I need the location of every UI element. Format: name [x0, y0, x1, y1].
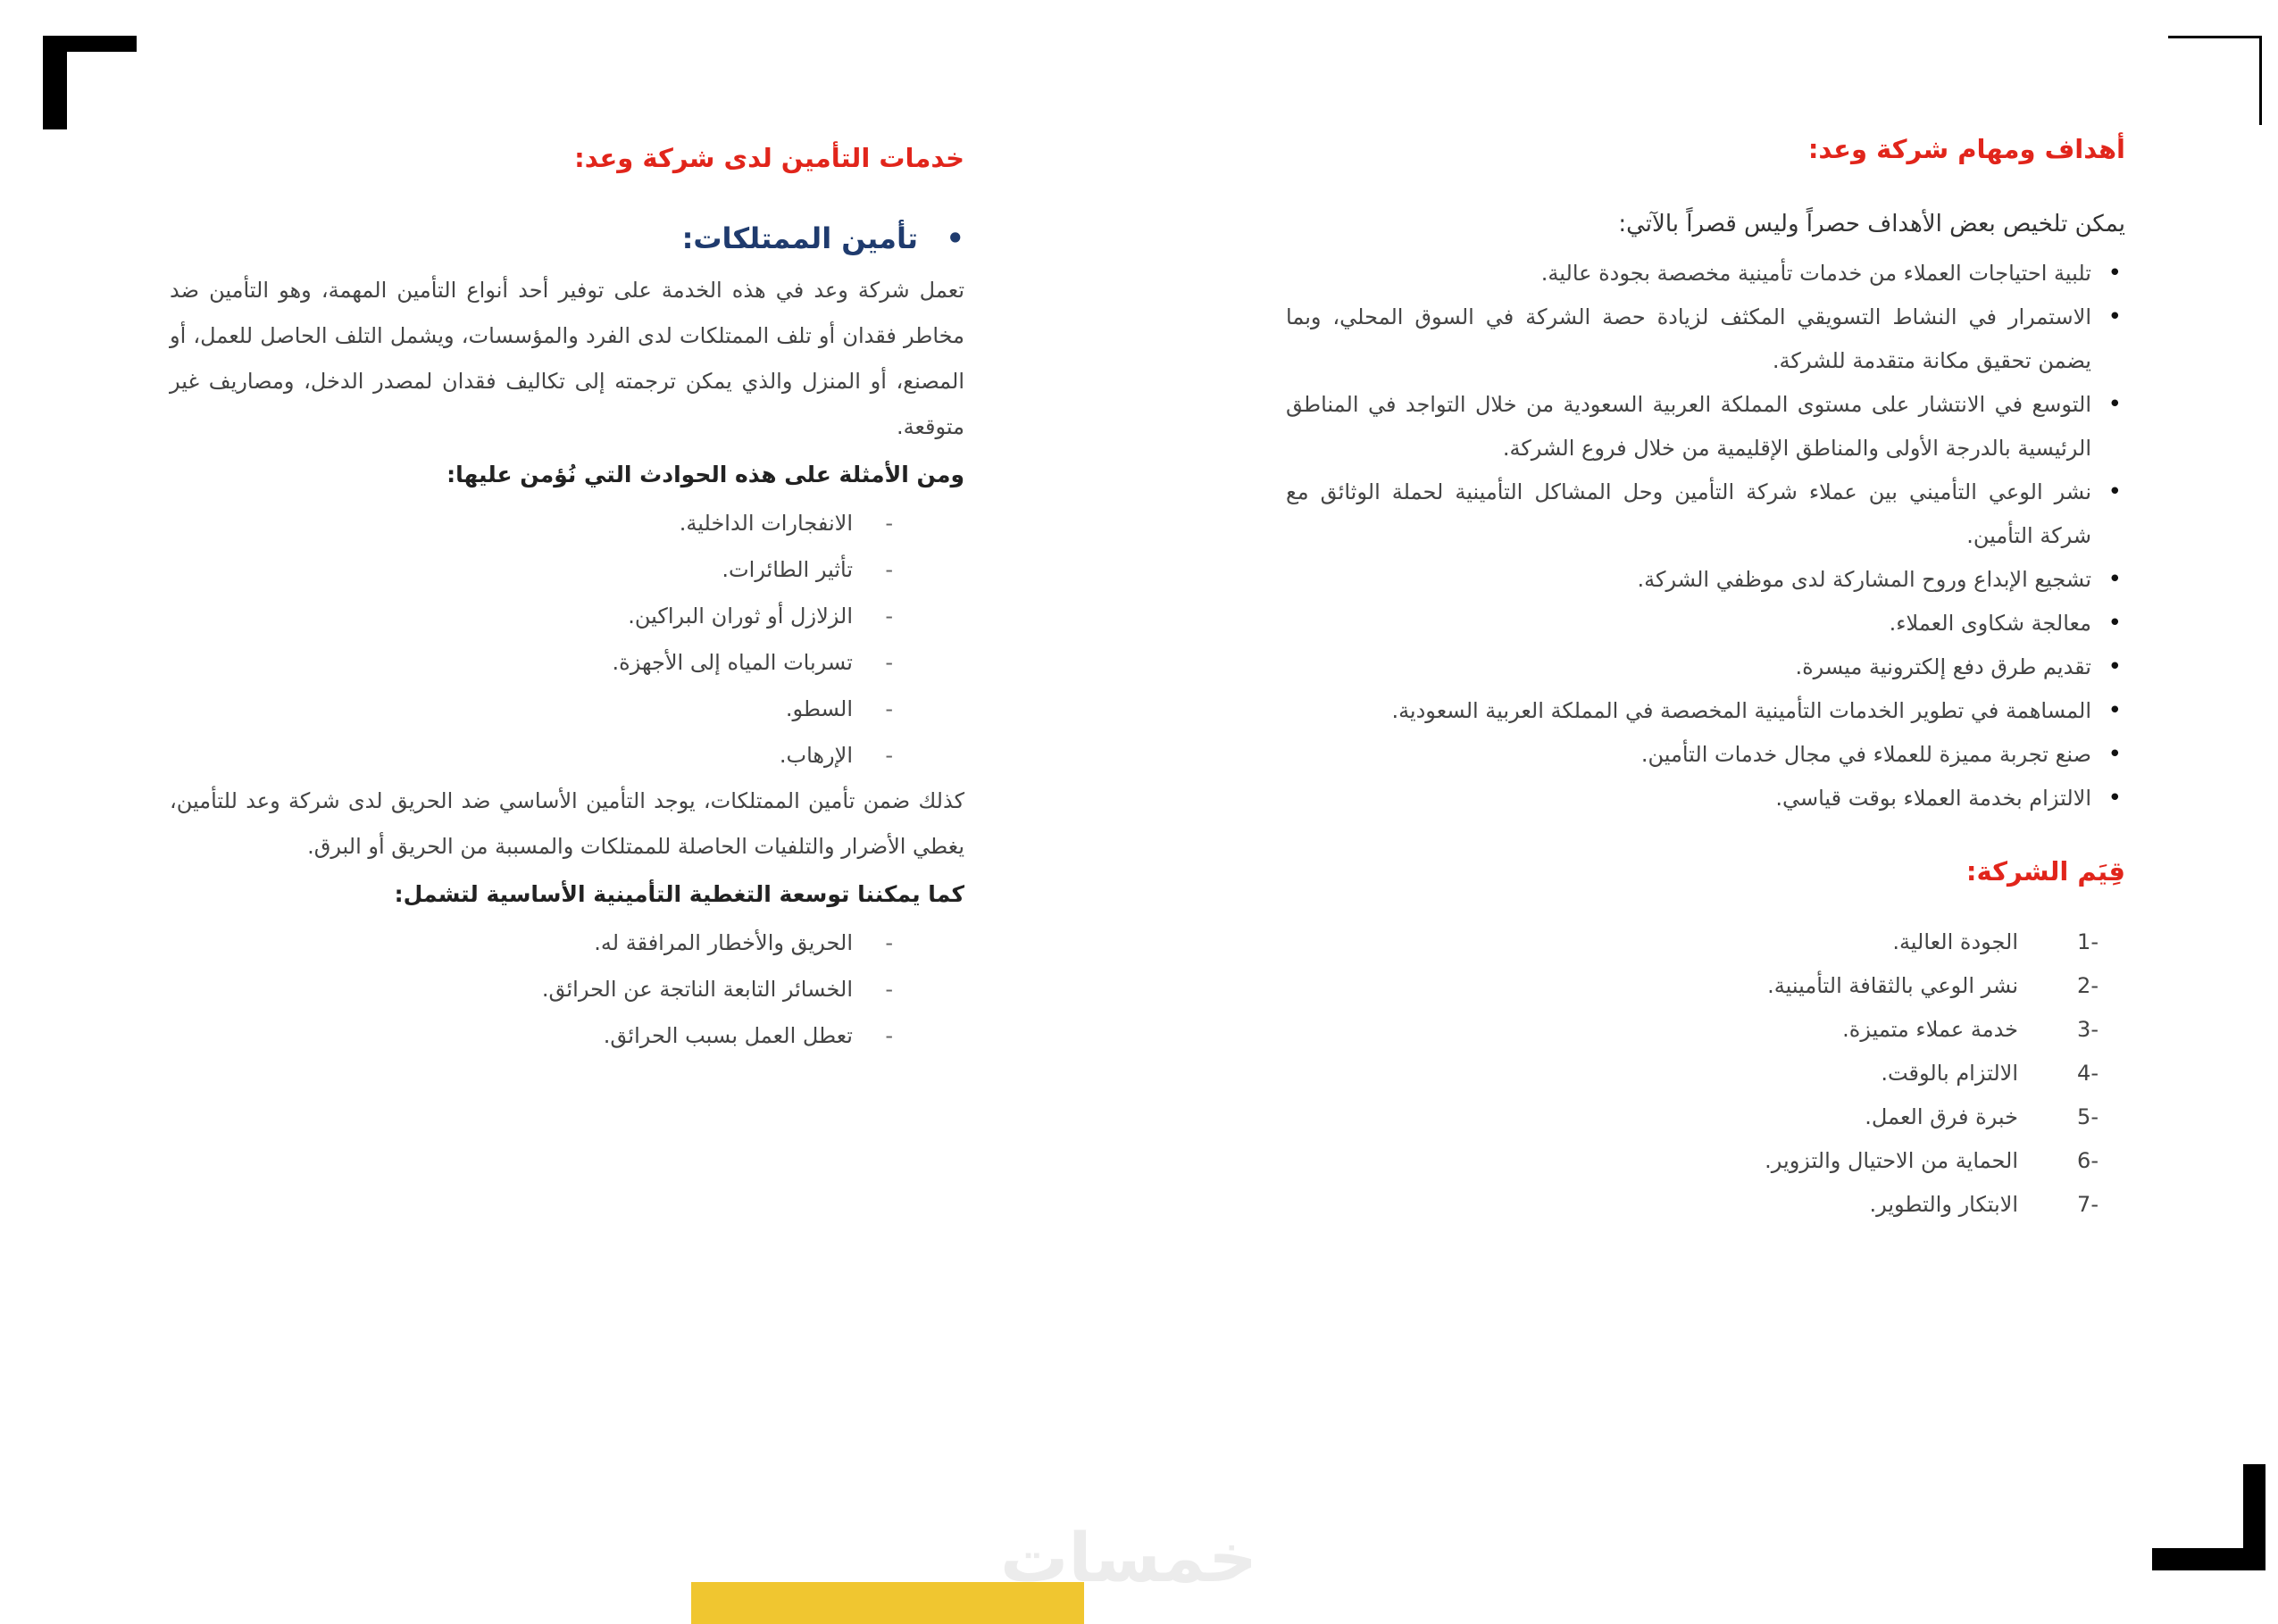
goals-list: [1286, 252, 2125, 820]
example-item: - الانفجارات الداخلية.: [170, 500, 893, 546]
value-item: [1286, 1095, 2125, 1139]
goal-item: • تلبية احتياجات العملاء من خدمات تأمينية مخصصة بجودة عالية.: [1286, 252, 2125, 296]
value-number: -5: [2077, 1104, 2099, 1129]
goal-item: • التوسع في الانتشار على مستوى المملكة العربية السعودية من خلال التواجد في المناطق الرئيسية بالدرجة الأولى والمناطق الإقليمية من خلال فروع الشركة.: [1286, 383, 2125, 471]
example-item: - السطو.: [170, 686, 893, 732]
coverage-item: - الحريق والأخطار المرافقة له.: [170, 920, 893, 966]
value-text: الالتزام بالوقت.: [1881, 1061, 2018, 1086]
value-item: [1286, 964, 2125, 1008]
property-insurance-heading: • تأمين الممتلكات:: [170, 221, 964, 255]
coverage-expansion-list: [170, 920, 964, 1059]
value-text: خدمة عملاء متميزة.: [1842, 1017, 2018, 1042]
corner-mark-bottom-right-horizontal: [2152, 1548, 2265, 1570]
corner-mark-top-right-horizontal: [2168, 36, 2262, 38]
values-heading: قِيَم الشركة:: [1965, 856, 2125, 887]
example-item: - تسربات المياه إلى الأجهزة.: [170, 639, 893, 686]
goal-item: • المساهمة في تطوير الخدمات التأمينية المخصصة في المملكة العربية السعودية.: [1286, 689, 2125, 733]
insurance-services-column: [170, 143, 964, 1059]
value-text: الجودة العالية.: [1892, 929, 2018, 954]
examples-list: [170, 500, 964, 779]
value-item: [1286, 1008, 2125, 1052]
watermark-logo: خمسات: [1000, 1518, 1257, 1597]
corner-mark-top-left-horizontal: [43, 36, 137, 52]
goal-item: • تقديم طرق دفع إلكترونية ميسرة.: [1286, 645, 2125, 689]
services-heading: خدمات التأمين لدى شركة وعد:: [574, 143, 964, 173]
example-item: - الزلازل أو ثوران البراكين.: [170, 593, 893, 639]
value-item: [1286, 1139, 2125, 1183]
goal-item: • نشر الوعي التأميني بين عملاء شركة التأمين وحل المشاكل التأمينية لحملة الوثائق مع شركة التأمين.: [1286, 471, 2125, 558]
corner-mark-top-right-vertical: [2259, 36, 2262, 125]
goal-item: • صنع تجربة مميزة للعملاء في مجال خدمات التأمين.: [1286, 733, 2125, 777]
goal-item: • معالجة شكاوى العملاء.: [1286, 602, 2125, 645]
value-number: -7: [2077, 1192, 2099, 1217]
goal-item: • تشجيع الإبداع وروح المشاركة لدى موظفي الشركة.: [1286, 558, 2125, 602]
examples-heading: ومن الأمثلة على هذه الحوادث التي نُؤمن عليها:: [446, 462, 964, 487]
value-number: -1: [2077, 929, 2099, 954]
goals-values-column: [1286, 134, 2125, 1227]
value-text: نشر الوعي بالثقافة التأمينية.: [1767, 973, 2018, 998]
value-text: الحماية من الاحتيال والتزوير.: [1765, 1148, 2018, 1173]
goals-intro: يمكن تلخيص بعض الأهداف حصراً وليس قصراً بالآتي:: [1618, 211, 2125, 237]
coverage-item: - تعطل العمل بسبب الحرائق.: [170, 1012, 893, 1059]
property-paragraph: تعمل شركة وعد في هذه الخدمة على توفير أحد أنواع التأمين المهمة، وهو التأمين ضد مخاطر فقدان أو تلف الممتلكات لدى الفرد والمؤسسات، ويشمل التلف الحاصل للعمل، أو المصنع، أو المنزل والذي يمكن ترجمته إلى تكاليف فقدان لمصدر الدخل، ومصاريف غير متوقعة.: [170, 278, 964, 439]
value-text: خبرة فرق العمل.: [1865, 1104, 2018, 1129]
value-number: -6: [2077, 1148, 2099, 1173]
value-number: -3: [2077, 1017, 2099, 1042]
coverage-expansion-heading: كما يمكننا توسعة التغطية التأمينية الأساسية لتشمل:: [394, 881, 964, 907]
value-item: [1286, 1052, 2125, 1095]
value-item: [1286, 1183, 2125, 1227]
fire-insurance-paragraph: كذلك ضمن تأمين الممتلكات، يوجد التأمين الأساسي ضد الحريق لدى شركة وعد للتأمين، يغطي الأضرار والتلفيات الحاصلة للممتلكات والمسببة من الحريق أو البرق.: [170, 788, 964, 859]
goals-heading: أهداف ومهام شركة وعد:: [1807, 134, 2125, 164]
coverage-item: - الخسائر التابعة الناتجة عن الحرائق.: [170, 966, 893, 1012]
value-item: [1286, 920, 2125, 964]
values-list: [1286, 920, 2125, 1227]
example-item: - تأثير الطائرات.: [170, 546, 893, 593]
goal-item: • الالتزام بخدمة العملاء بوقت قياسي.: [1286, 777, 2125, 820]
value-number: -2: [2077, 973, 2099, 998]
value-text: الابتكار والتطوير.: [1869, 1192, 2018, 1217]
value-number: -4: [2077, 1061, 2099, 1086]
example-item: - الإرهاب.: [170, 732, 893, 779]
goal-item: • الاستمرار في النشاط التسويقي المكثف لزيادة حصة الشركة في السوق المحلي، وبما يضمن تحقيق مكانة متقدمة للشركة.: [1286, 296, 2125, 383]
